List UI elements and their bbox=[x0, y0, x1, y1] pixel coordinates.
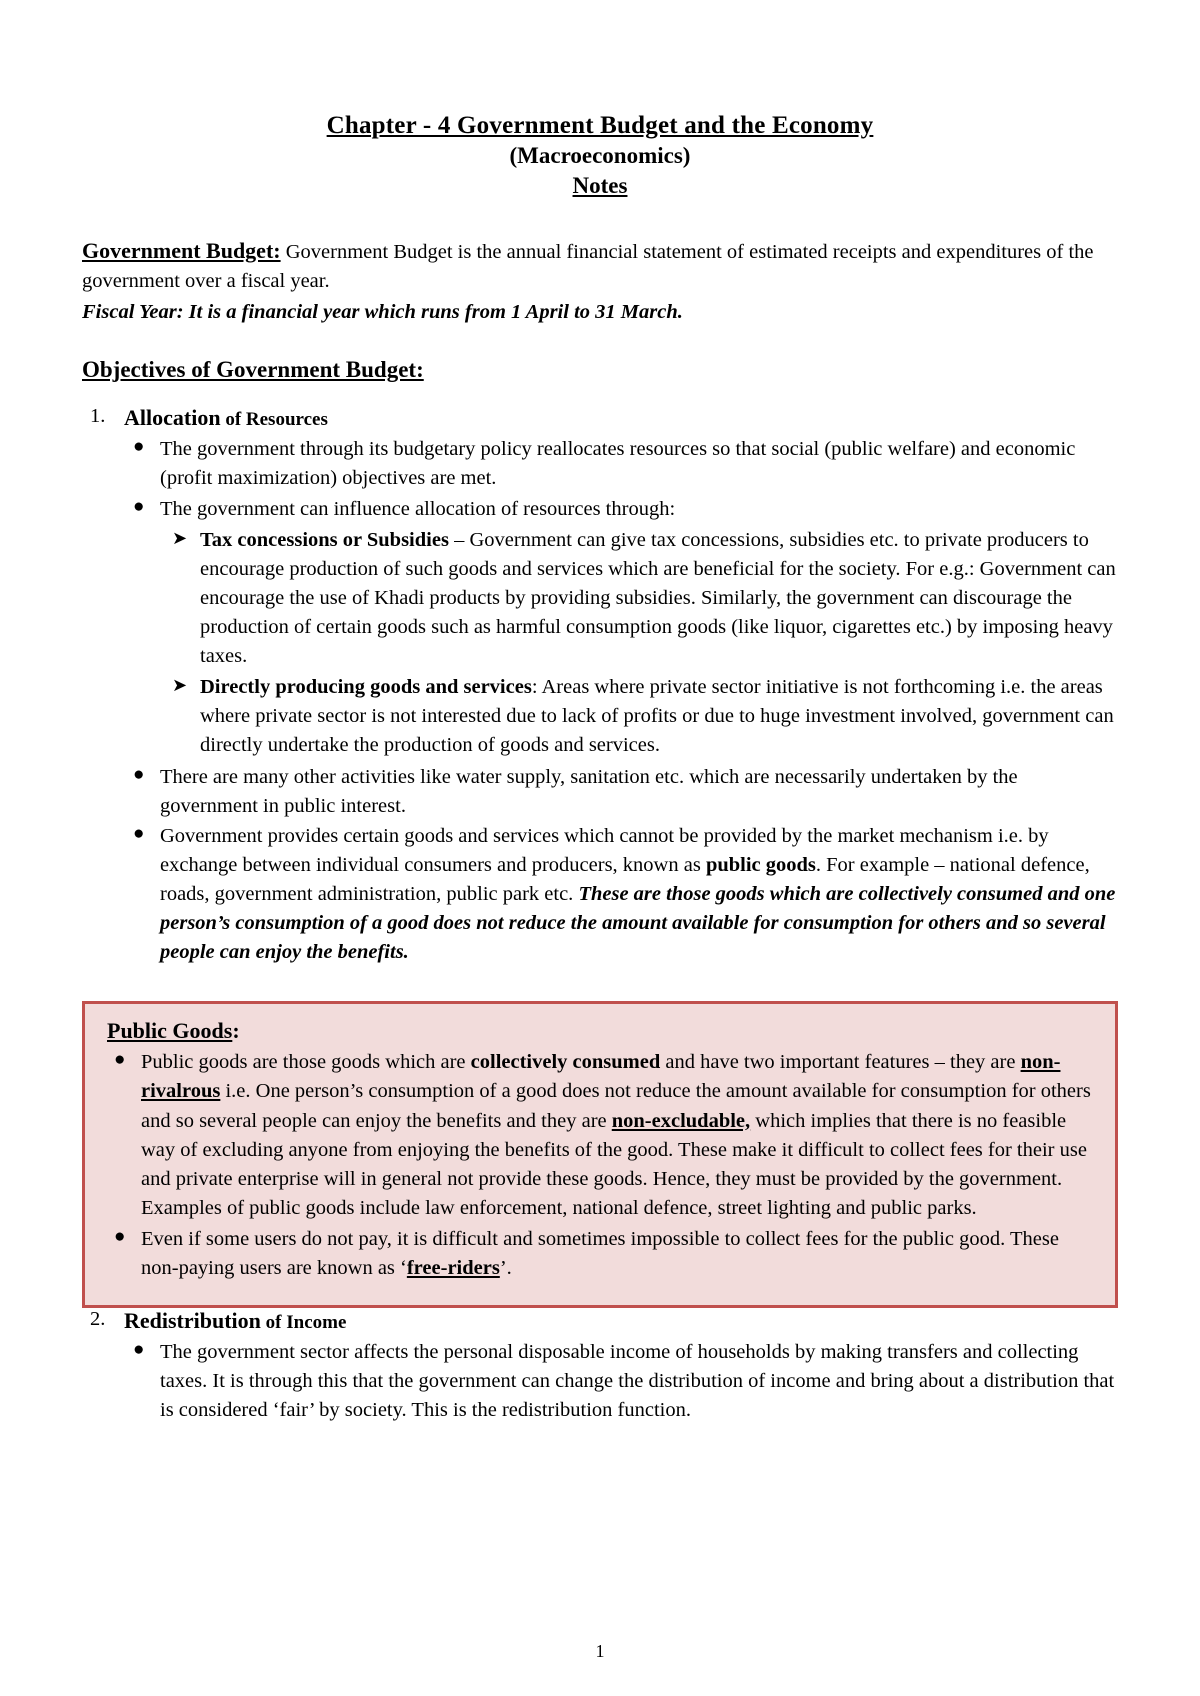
bullet-text: The government can influence allocation of resources through: bbox=[160, 497, 676, 520]
free-riders-term: free-riders bbox=[406, 1257, 500, 1280]
objective-title-rest: of Income bbox=[260, 1312, 347, 1334]
callout-b1-part1: Public goods are those goods which are bbox=[141, 1051, 471, 1074]
bullet-dot-icon: ● bbox=[133, 1339, 145, 1361]
callout-b1-non-excludable: non-excludable, bbox=[611, 1109, 751, 1132]
arrow-bullet-icon: ➤ bbox=[172, 675, 188, 696]
page-number: 1 bbox=[595, 1641, 605, 1661]
bullet-dot-icon: ● bbox=[133, 495, 145, 517]
objective-title-rest: of Resources bbox=[220, 409, 328, 431]
objectives-heading: Objectives of Government Budget: bbox=[82, 357, 424, 383]
bullet-dot-icon: ● bbox=[133, 763, 145, 785]
arrow-bullet-icon: ➤ bbox=[172, 527, 188, 548]
objective-title-bold: Redistribution bbox=[124, 1308, 261, 1334]
list-item bbox=[133, 435, 1118, 493]
callout-b1-bold1: collectively consumed bbox=[470, 1051, 661, 1074]
objectives-list-continued bbox=[82, 1308, 1118, 1425]
callout-b2-part2: ’. bbox=[499, 1257, 512, 1280]
list-item bbox=[133, 763, 1118, 821]
list-item bbox=[133, 495, 1118, 761]
callout-b1-part4: which implies that there is no feasible way of excluding anyone from enjoying the benefits of the good. These make it difficult to collect fees for their use and private enterprise will in general not provide these goods. Hence, they must be provided by the government. Examples of public goods include law enforcement, national defence, street lighting and public parks. bbox=[141, 1109, 1087, 1219]
list-item bbox=[133, 822, 1118, 968]
allocation-bullets bbox=[124, 435, 1118, 967]
sub-point-text: : Areas where private sector initiative is not forthcoming i.e. the areas where private sector is not interested due to lack of profits or due to huge investment involved, government can directly undertake the production of goods and services. bbox=[200, 676, 1114, 757]
callout-title-colon: : bbox=[232, 1018, 240, 1044]
public-goods-intro-part2: . For example – national defence, roads, government administration, public park etc. bbox=[160, 853, 1090, 905]
callout-title-text: Public Goods bbox=[107, 1018, 233, 1044]
redistribution-bullets bbox=[124, 1338, 1118, 1425]
objective-title bbox=[124, 1308, 1118, 1334]
sub-point-lead: Directly producing goods and services bbox=[200, 676, 532, 699]
bullet-text: The government through its budgetary policy reallocates resources so that social (public welfare) and economic (profit maximization) objectives are met. bbox=[160, 438, 1076, 490]
public-goods-callout bbox=[82, 1001, 1118, 1308]
sub-point-lead: Tax concessions or Subsidies bbox=[200, 528, 449, 551]
notes-label: Notes bbox=[572, 173, 628, 199]
list-item bbox=[172, 673, 1118, 760]
government-budget-definition-text: Government Budget is the annual financial statement of estimated receipts and expenditures of the government over a fiscal year. bbox=[82, 241, 1094, 293]
objective-number: 1. bbox=[90, 405, 106, 428]
public-goods-term: public goods bbox=[705, 853, 816, 876]
fiscal-year-note: Fiscal Year: It is a financial year which runs from 1 April to 31 March. bbox=[82, 301, 683, 324]
bullet-dot-icon: ● bbox=[114, 1225, 126, 1247]
objective-item-allocation bbox=[90, 405, 1118, 967]
callout-bullets bbox=[107, 1048, 1093, 1283]
bullet-text: There are many other activities like water supply, sanitation etc. which are necessarily undertaken by the government in public interest. bbox=[160, 765, 1018, 817]
list-item bbox=[133, 1338, 1118, 1425]
public-goods-emphasis: These are those goods which are collectively consumed and one person’s consumption of a good does not reduce the amount available for consumption for others and so several people can enjoy the benefits. bbox=[160, 883, 1116, 964]
public-goods-intro-part1: Government provides certain goods and services which cannot be provided by the market mechanism i.e. by exchange between individual consumers and producers, known as bbox=[160, 824, 1049, 876]
objective-item-redistribution bbox=[90, 1308, 1118, 1425]
objective-number: 2. bbox=[90, 1308, 106, 1331]
callout-b1-part2: and have two important features – they are bbox=[660, 1051, 1021, 1074]
page-title: Chapter - 4 Government Budget and the Economy bbox=[326, 112, 874, 139]
document-subtitle: (Macroeconomics) bbox=[509, 143, 691, 169]
list-item bbox=[114, 1225, 1093, 1283]
callout-b2-part1: Even if some users do not pay, it is difficult and sometimes impossible to collect fees for the public good. These non-paying users are known as ‘ bbox=[141, 1227, 1059, 1280]
list-item bbox=[172, 526, 1118, 672]
government-budget-term: Government Budget: bbox=[82, 238, 281, 264]
allocation-sub-points bbox=[160, 526, 1118, 761]
objective-title bbox=[124, 405, 1118, 431]
bullet-dot-icon: ● bbox=[133, 436, 145, 458]
objective-title-bold: Allocation bbox=[124, 405, 221, 431]
list-item bbox=[114, 1048, 1093, 1223]
bullet-text: The government sector affects the personal disposable income of households by making transfers and collecting taxes. It is through this that the government can change the distribution of income and bring about a distribution that is considered ‘fair’ by society. This is the redistribution function. bbox=[160, 1341, 1115, 1422]
title-block bbox=[82, 110, 1118, 201]
bullet-dot-icon: ● bbox=[133, 822, 145, 844]
callout-title bbox=[107, 1018, 1093, 1044]
government-budget-definition bbox=[82, 235, 1118, 296]
objectives-list bbox=[82, 405, 1118, 967]
callout-b1-non-rivalrous: non-rivalrous bbox=[141, 1051, 1061, 1103]
sub-point-text: – Government can give tax concessions, subsidies etc. to private producers to encourage production of such goods and services which are beneficial for the society. For e.g.: Government can encourage the use of Khadi products by providing subsidies. Similarly, the government can discourage the production of certain goods such as harmful consumption goods (like liquor, cigarettes etc.) by imposing heavy taxes. bbox=[200, 528, 1116, 668]
bullet-dot-icon: ● bbox=[114, 1049, 126, 1071]
callout-b1-part3: i.e. One person’s consumption of a good does not reduce the amount available for consumption for others and so several people can enjoy the benefits and they are bbox=[141, 1080, 1091, 1132]
